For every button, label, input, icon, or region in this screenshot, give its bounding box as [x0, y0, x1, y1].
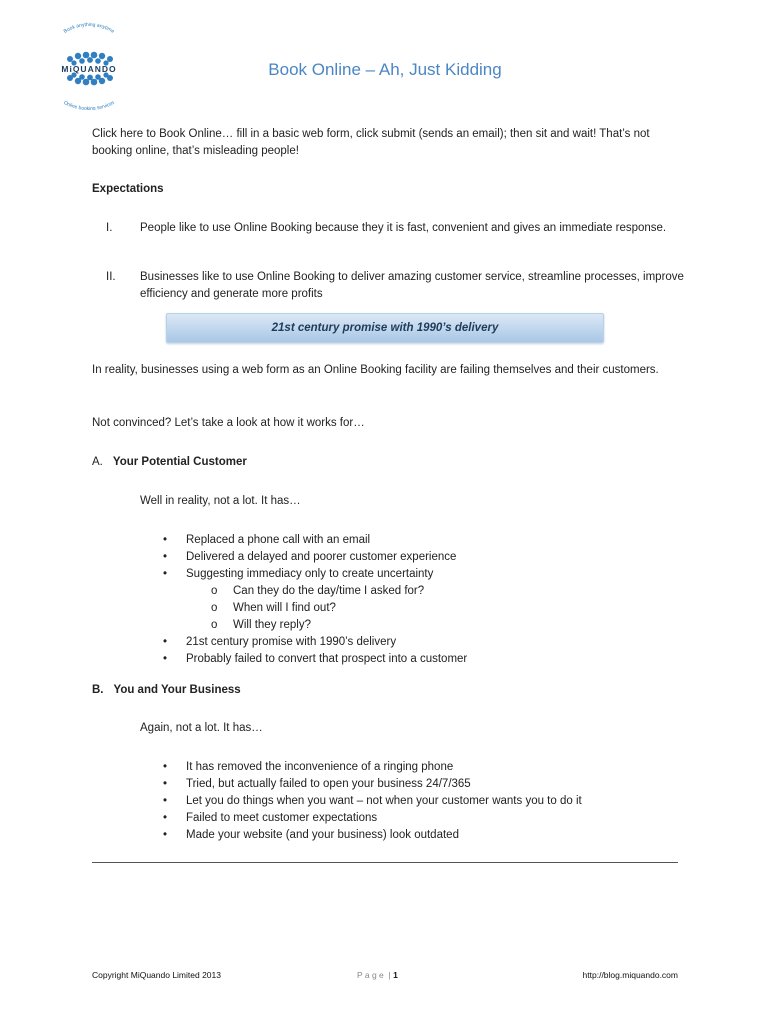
sub-list-item-text: Can they do the day/time I asked for?: [233, 585, 425, 597]
bullet-icon: •: [163, 812, 168, 824]
section-b-heading: [92, 682, 492, 699]
expectation-text: People like to use Online Booking because they it is fast, convenient and gives an immediate response.: [140, 222, 667, 234]
not-convinced-paragraph: Not convinced? Let’s take a look at how it works for…: [92, 417, 365, 429]
section-b-lead: Again, not a lot. It has…: [140, 722, 263, 734]
list-item: [163, 549, 686, 566]
list-item-text: Made your website (and your business) look outdated: [186, 829, 459, 841]
bullet-icon: •: [163, 829, 168, 841]
logo-brand-name: MiQUANDO: [61, 64, 117, 74]
footer-url[interactable]: http://blog.miquando.com: [582, 970, 678, 980]
expectation-item: [106, 220, 686, 237]
section-b-title: You and Your Business: [113, 684, 241, 696]
list-item-text: Failed to meet customer expectations: [186, 812, 378, 824]
sub-list-item: [211, 583, 686, 600]
footer-copyright: Copyright MiQuando Limited 2013: [92, 970, 221, 980]
sub-list-item-text: When will I find out?: [233, 602, 336, 614]
bullet-icon: •: [163, 653, 168, 665]
section-a-heading: [92, 454, 492, 471]
sub-bullet-icon: o: [211, 619, 218, 631]
sub-bullet-icon: o: [211, 602, 218, 614]
sub-bullet-icon: o: [211, 585, 218, 597]
list-item-text: Tried, but actually failed to open your business 24/7/365: [186, 778, 471, 790]
reality-paragraph: In reality, businesses using a web form as an Online Booking facility are failing themselves and their customers.: [92, 364, 659, 376]
sub-list-item-text: Will they reply?: [233, 619, 311, 631]
list-item-text: Probably failed to convert that prospect into a customer: [186, 653, 468, 665]
bullet-icon: •: [163, 568, 168, 580]
list-item: [163, 776, 686, 793]
section-a-letter: A.: [92, 456, 103, 468]
expectation-number: I.: [106, 222, 113, 234]
list-item-text: Suggesting immediacy only to create uncertainty: [186, 568, 434, 580]
svg-text:Book anything anytime: [63, 22, 116, 35]
section-a-title: Your Potential Customer: [112, 456, 247, 468]
list-item-text: 21st century promise with 1990’s delivery: [186, 636, 397, 648]
page-title-text: Book Online – Ah, Just Kidding: [268, 60, 502, 79]
section-a-list: [163, 532, 686, 668]
intro-paragraph: Click here to Book Online… fill in a basic web form, click submit (sends an email); then sit and wait! That’s not booking online, that’s misleading people!: [92, 128, 650, 157]
bullet-icon: •: [163, 534, 168, 546]
svg-text:Online booking services: [62, 100, 116, 110]
list-item: [163, 810, 686, 827]
sub-list-item: [211, 617, 686, 634]
section-b-letter: B.: [92, 684, 104, 696]
list-item: [163, 759, 686, 776]
list-item-text: Let you do things when you want – not when your customer wants you to do it: [186, 795, 582, 807]
footer-page-number: 1: [393, 970, 398, 980]
section-b-list: [163, 759, 686, 844]
list-item-text: Delivered a delayed and poorer customer experience: [186, 551, 457, 563]
expectation-text: Businesses like to use Online Booking to deliver amazing customer service, streamline processes, improve efficiency and generate more profits: [140, 271, 684, 300]
logo-arc-top-text: Book anything anytime: [62, 22, 116, 35]
footer-page: [357, 970, 398, 980]
expectations-heading: Expectations: [92, 183, 164, 195]
bullet-icon: •: [163, 761, 168, 773]
page-title: [0, 60, 770, 80]
bullet-icon: •: [163, 778, 168, 790]
bullet-icon: •: [163, 795, 168, 807]
list-item: [163, 651, 686, 668]
promise-banner: 21st century promise with 1990’s delivery: [166, 313, 604, 343]
list-item: [163, 827, 686, 844]
list-item: [163, 532, 686, 549]
bullet-icon: •: [163, 636, 168, 648]
expectation-number: II.: [106, 271, 116, 283]
list-item: [163, 566, 686, 583]
sub-list-item: [211, 600, 686, 617]
bullet-icon: •: [163, 551, 168, 563]
footer-page-label: P a g e |: [357, 970, 391, 980]
list-item-text: Replaced a phone call with an email: [186, 534, 371, 546]
list-item: [163, 793, 686, 810]
list-item: [163, 634, 686, 651]
list-item-text: It has removed the inconvenience of a ringing phone: [186, 761, 454, 773]
logo-arc-bottom-text: Online booking services: [62, 99, 116, 110]
divider: [92, 862, 678, 863]
expectation-item: [106, 269, 686, 303]
section-a-lead: Well in reality, not a lot. It has…: [140, 495, 301, 507]
